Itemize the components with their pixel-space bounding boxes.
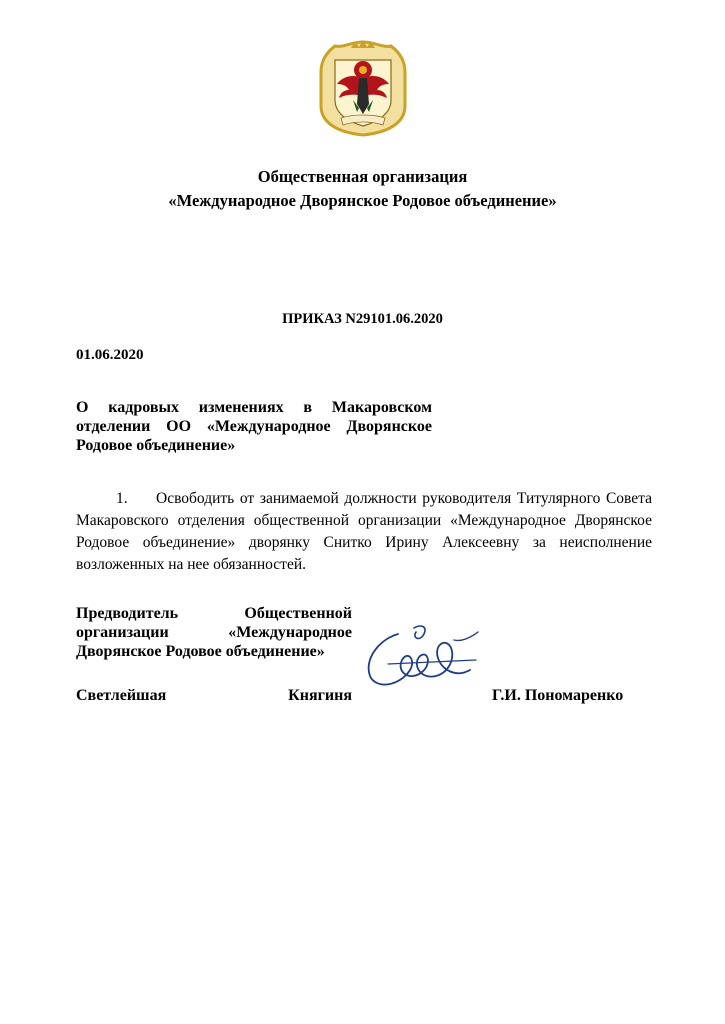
signatory-rank-word2: Княгиня	[288, 687, 352, 704]
order-date: 01.06.2020	[76, 347, 144, 363]
clause-number: 1.	[116, 490, 128, 507]
signatory-rank	[76, 686, 352, 705]
organization-type: Общественная организация	[257, 167, 468, 186]
signatory-name: Г.И. Пономаренко	[492, 687, 624, 704]
clause-text: Освободить от занимаемой должности руководителя Титулярного Совета Макаровского отделения общественной организации «Международное Дворянское Родовое объединение» дворянку Снитко Ирину Алексеевну за неисполнение возложенных на нее обязанностей.	[76, 490, 652, 573]
signatory-title: Предводитель Общественной организации «Международное Дворянское Родовое объединение»	[76, 605, 352, 660]
order-number: ПРИКАЗ N29101.06.2020	[282, 311, 443, 327]
handwritten-signature-icon	[358, 620, 488, 700]
coat-of-arms-emblem-icon	[313, 38, 413, 138]
order-clause	[76, 488, 652, 576]
signatory-rank-word1: Светлейшая	[76, 687, 167, 704]
organization-name: «Международное Дворянское Родовое объединение»	[168, 191, 557, 210]
order-subject: О кадровых изменениях в Макаровском отделении ОО «Международное Дворянское Родовое объединение»	[76, 399, 432, 454]
